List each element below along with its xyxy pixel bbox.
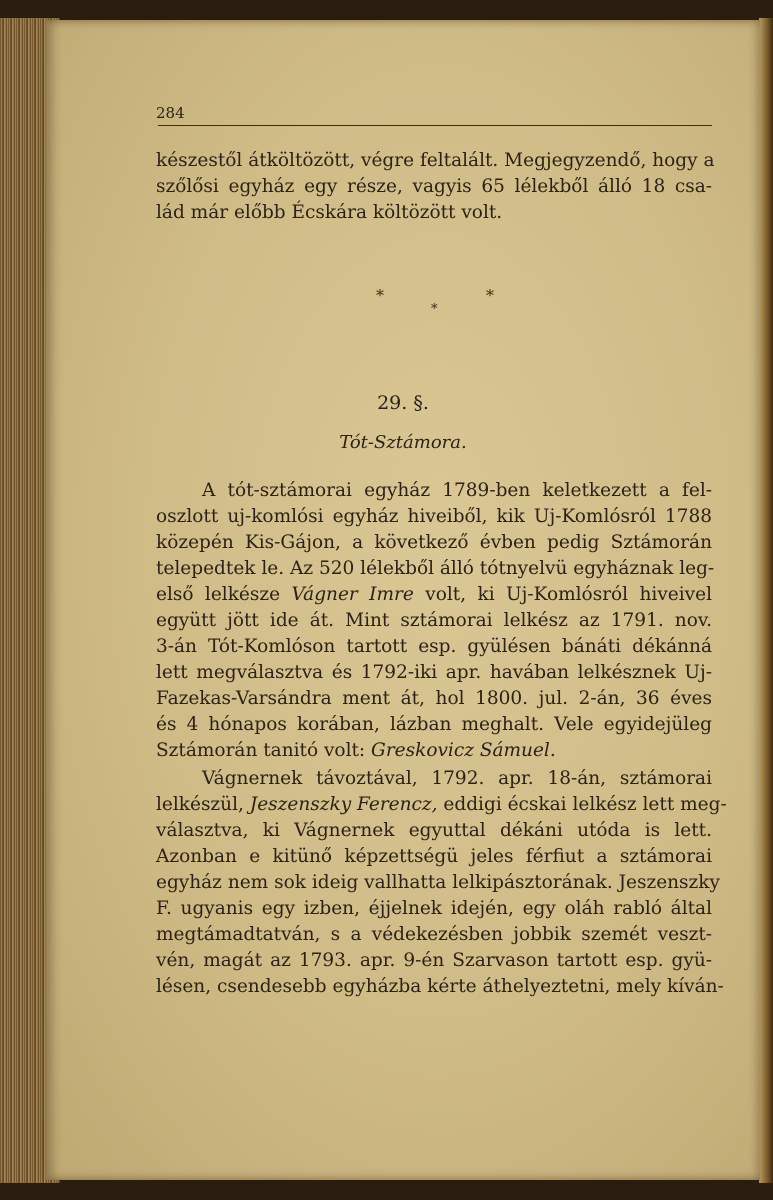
text-line: A tót-sztámorai egyház 1789-ben keletkezett a fel- — [202, 480, 712, 501]
section-number: 29. §. — [377, 392, 429, 414]
text-segment: eddigi écskai lelkész lett meg- — [443, 794, 727, 815]
text-line: vén, magát az 1793. apr. 9-én Szarvason tartott esp. gyü- — [156, 950, 712, 971]
separator-star: * — [431, 302, 438, 317]
text-line: lésen, csendesebb egyházba kérte áthelyeztetni, mely kíván- — [156, 976, 724, 997]
text-line: egyház nem sok ideig vallhatta lelkipásztorának. Jeszenszky — [156, 872, 720, 893]
text-line: F. ugyanis egy izben, éjjelnek idején, egy oláh rabló által — [156, 898, 712, 919]
text-line: 3-án Tót-Komlóson tartott esp. gyülésen bánáti dékánná — [156, 636, 712, 657]
text-line: szőlősi egyház egy része, vagyis 65 lélekből álló 18 csa- — [156, 176, 712, 197]
page-sheet — [46, 20, 760, 1180]
text-line: közepén Kis-Gájon, a következő évben pedig Sztámorán — [156, 532, 712, 553]
text-line — [156, 792, 727, 818]
text-line: oszlott uj-komlósi egyház hiveiből, kik Uj-Komlósról 1788 — [156, 506, 712, 527]
text-line: együtt jött ide át. Mint sztámorai lelkész az 1791. nov. — [156, 610, 712, 631]
text-line — [156, 738, 712, 764]
person-name: Greskovicz Sámuel. — [371, 740, 556, 761]
separator-star: * — [376, 286, 384, 305]
text-line: készestől átköltözött, végre feltalált. Megjegyzendő, hogy a — [156, 150, 715, 171]
text-segment: lelkészül, — [156, 794, 244, 815]
text-line — [156, 582, 712, 608]
text-line: Azonban e kitünő képzettségü jeles férfiut a sztámorai — [156, 846, 712, 867]
text-line: lád már előbb Écskára költözött volt. — [156, 202, 503, 223]
text-line: lett megválasztva és 1792-iki apr. havában lelkésznek Uj- — [156, 662, 712, 683]
text-line: választva, ki Vágnernek egyuttal dékáni utóda is lett. — [156, 820, 712, 841]
person-name: Jeszenszky Ferencz, — [249, 794, 438, 815]
person-name: Vágner Imre — [291, 584, 414, 605]
text-line: megtámadtatván, s a védekezésben jobbik szemét veszt- — [156, 924, 712, 945]
text-line: Fazekas-Varsándra ment át, hol 1800. jul. 2-án, 36 éves — [156, 688, 712, 709]
section-title: Tót-Sztámora. — [339, 432, 467, 453]
text-line: és 4 hónapos korában, lázban meghalt. Vele egyidejüleg — [156, 714, 712, 735]
header-rule — [158, 125, 712, 126]
separator-star: * — [486, 286, 494, 305]
page-number: 284 — [156, 104, 185, 122]
text-segment: Sztámorán tanitó volt: — [156, 740, 366, 761]
text-segment: volt, ki Uj-Komlósról hiveivel — [425, 584, 712, 605]
text-line: telepedtek le. Az 520 lélekből álló tótnyelvü egyháznak leg- — [156, 558, 715, 579]
text-segment: első lelkésze — [156, 584, 281, 605]
book-edge-right — [759, 18, 773, 1183]
text-line: Vágnernek távoztával, 1792. apr. 18-án, sztámorai — [202, 768, 712, 789]
